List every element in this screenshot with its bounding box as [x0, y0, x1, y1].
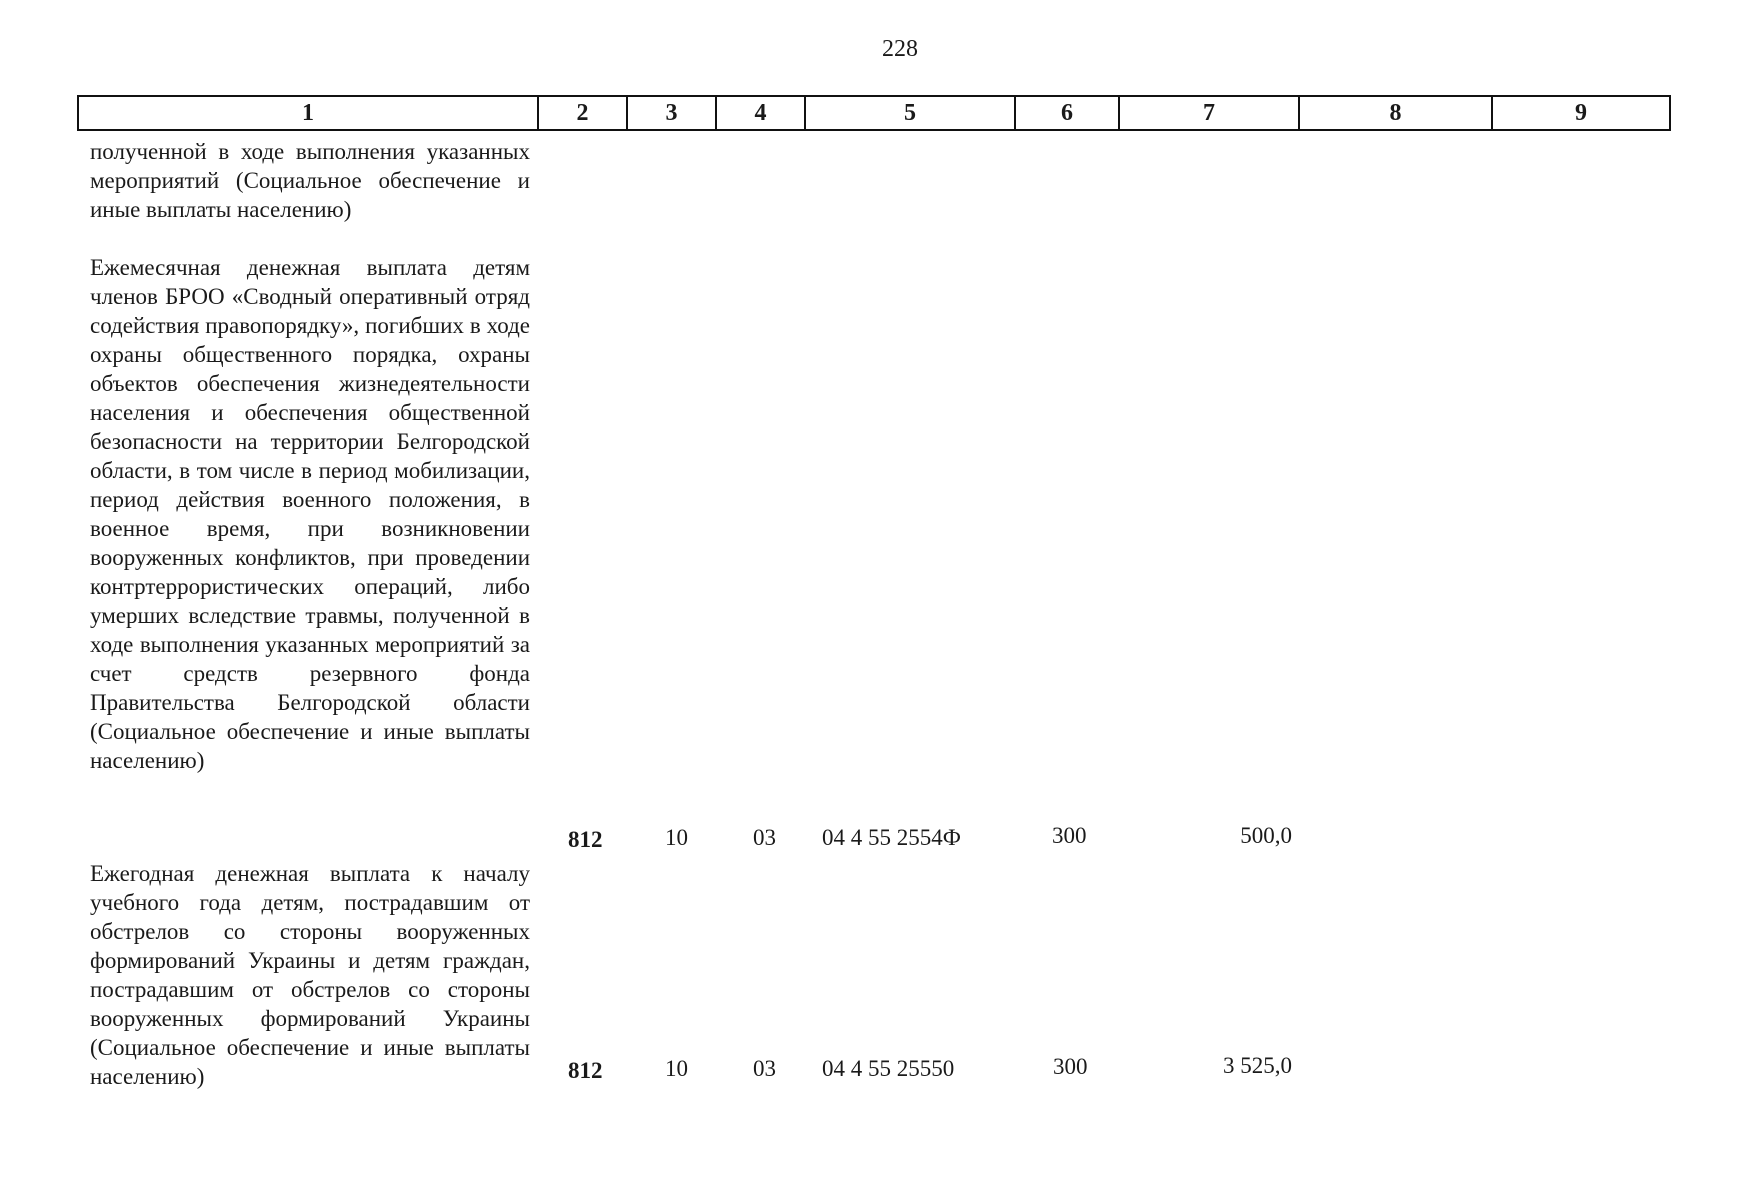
column-header-3: 3 — [627, 96, 716, 130]
row-2-subsection: 03 — [753, 825, 776, 850]
row-2-ministry: 812 — [568, 827, 603, 852]
row-3-expense-type: 300 — [1053, 1054, 1088, 1079]
column-header-8: 8 — [1299, 96, 1492, 130]
row-3-subsection: 03 — [753, 1056, 776, 1081]
column-header-6: 6 — [1015, 96, 1119, 130]
column-header-7: 7 — [1119, 96, 1299, 130]
column-header-1: 1 — [78, 96, 538, 130]
row-3-ministry: 812 — [568, 1058, 603, 1083]
row-3-amount: 3 525,0 — [1223, 1053, 1292, 1078]
column-header-9: 9 — [1492, 96, 1670, 130]
column-header-5: 5 — [805, 96, 1015, 130]
table-header — [77, 95, 1671, 131]
column-header-4: 4 — [716, 96, 805, 130]
page-number: 228 — [882, 36, 918, 62]
row-2-expense-type: 300 — [1052, 823, 1087, 848]
row-3-description: Ежегодная денежная выплата к началу учебного года детям, пострадавшим от обстрелов со стороны вооруженных формирований Украины и детям граждан, пострадавшим от обстрелов со стороны вооруженных формирований Украины (Социальное обеспечение и иные выплаты населению) — [90, 861, 530, 1089]
row-1-description: полученной в ходе выполнения указанных мероприятий (Социальное обеспечение и иные выплаты населению) — [90, 139, 530, 222]
row-2-amount: 500,0 — [1240, 823, 1292, 848]
column-header-2: 2 — [538, 96, 627, 130]
row-3-target-article: 04 4 55 25550 — [822, 1056, 955, 1081]
row-3-section: 10 — [665, 1056, 688, 1081]
row-2-section: 10 — [665, 825, 688, 850]
row-2-description: Ежемесячная денежная выплата детям членов БРОО «Сводный оперативный отряд содействия правопорядку», погибших в ходе охраны общественного порядка, охраны объектов обеспечения жизнедеятельности населения и обеспечения общественной безопасности на территории Белгородской области, в том числе в период мобилизации, период действия военного положения, в военное время, при возникновении вооруженных конфликтов, при проведении контртеррористических операций, либо умерших вследствие травмы, полученной в ходе выполнения указанных мероприятий за счет средств резервного фонда Правительства Белгородской области (Социальное обеспечение и иные выплаты населению) — [90, 255, 530, 773]
row-2-target-article: 04 4 55 2554Ф — [822, 825, 961, 850]
